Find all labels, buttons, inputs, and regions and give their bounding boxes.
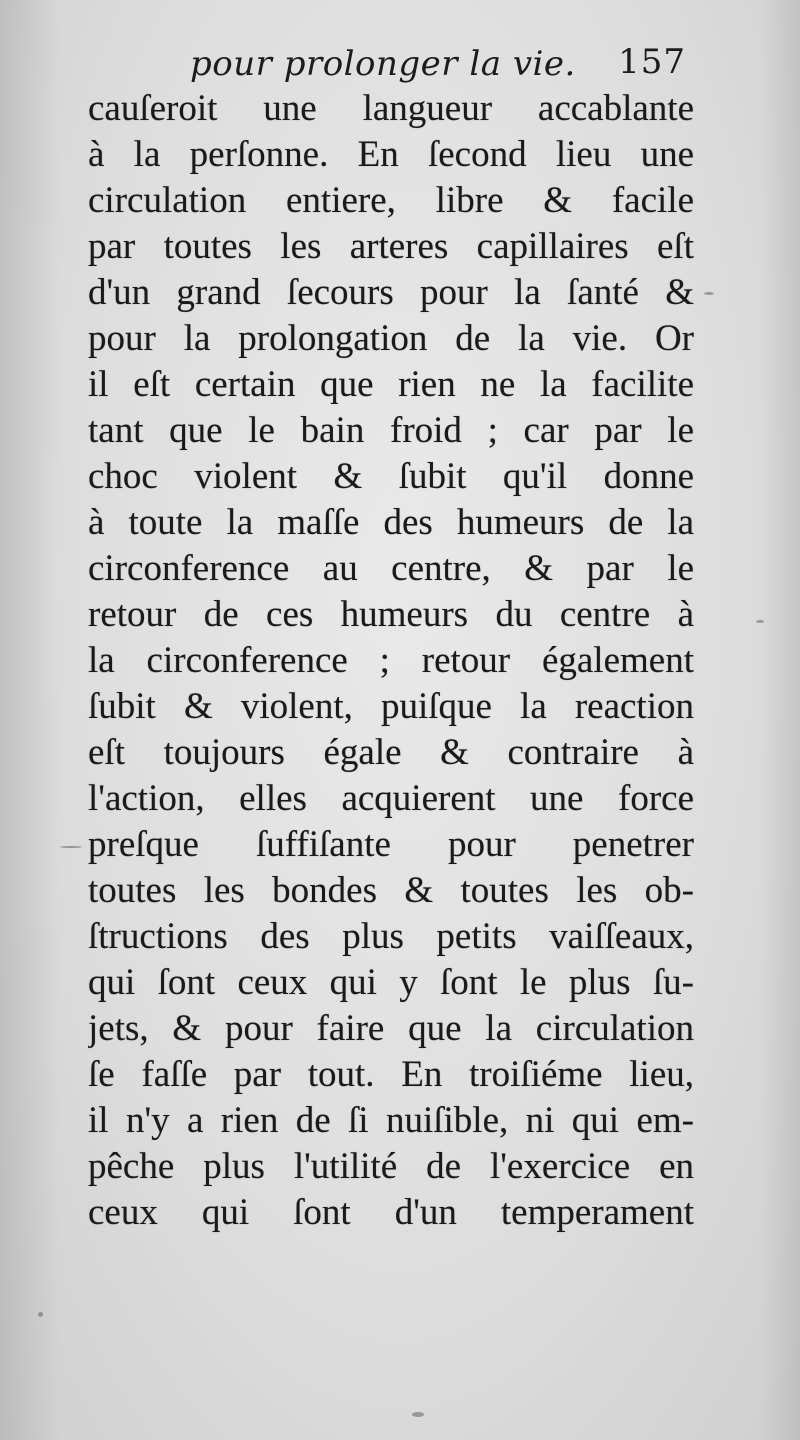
text-line: toutes les bondes & toutes les ob- bbox=[88, 870, 694, 911]
text-line: il n'y a rien de ſi nuiſible, ni qui em- bbox=[88, 1100, 694, 1141]
text-line: tant que le bain froid ; car par le bbox=[88, 410, 694, 451]
text-line: pêche plus l'utilité de l'exercice en bbox=[88, 1146, 694, 1187]
paper-speck bbox=[704, 292, 714, 295]
text-line: à la perſonne. En ſecond lieu une bbox=[88, 134, 694, 175]
text-line: eſt toujours égale & contraire à bbox=[88, 732, 694, 773]
paper-speck bbox=[38, 1312, 43, 1317]
text-line: circonference au centre, & par le bbox=[88, 548, 694, 589]
paper-speck bbox=[412, 1412, 424, 1417]
paper-speck bbox=[60, 846, 82, 848]
text-line: ceux qui ſont d'un temperament bbox=[88, 1192, 694, 1233]
text-line: par toutes les arteres capillaires eſt bbox=[88, 226, 694, 267]
text-line: qui ſont ceux qui y ſont le plus ſu- bbox=[88, 962, 694, 1003]
page-number: 157 bbox=[618, 42, 686, 82]
text-line: d'un grand ſecours pour la ſanté & bbox=[88, 272, 694, 313]
text-line: cauſeroit une langueur accablante bbox=[88, 88, 694, 129]
text-line: ſtructions des plus petits vaiſſeaux, bbox=[88, 916, 694, 957]
text-line: preſque ſuffiſante pour penetrer bbox=[88, 824, 694, 865]
text-line: retour de ces humeurs du centre à bbox=[88, 594, 694, 635]
text-line: jets, & pour faire que la circulation bbox=[88, 1008, 694, 1049]
text-line: la circonference ; retour également bbox=[88, 640, 694, 681]
text-line: l'action, elles acquierent une force bbox=[88, 778, 694, 819]
text-line: à toute la maſſe des humeurs de la bbox=[88, 502, 694, 543]
body-text bbox=[88, 86, 694, 1236]
text-line: il eſt certain que rien ne la facilite bbox=[88, 364, 694, 405]
text-line: circulation entiere, libre & facile bbox=[88, 180, 694, 221]
text-line: pour la prolongation de la vie. Or bbox=[88, 318, 694, 359]
text-line: ſubit & violent, puiſque la reaction bbox=[88, 686, 694, 727]
text-line: ſe faſſe par tout. En troiſiéme lieu, bbox=[88, 1054, 694, 1095]
paper-speck bbox=[756, 620, 764, 623]
text-line: choc violent & ſubit qu'il donne bbox=[88, 456, 694, 497]
running-title: pour prolonger la vie. bbox=[190, 44, 576, 84]
